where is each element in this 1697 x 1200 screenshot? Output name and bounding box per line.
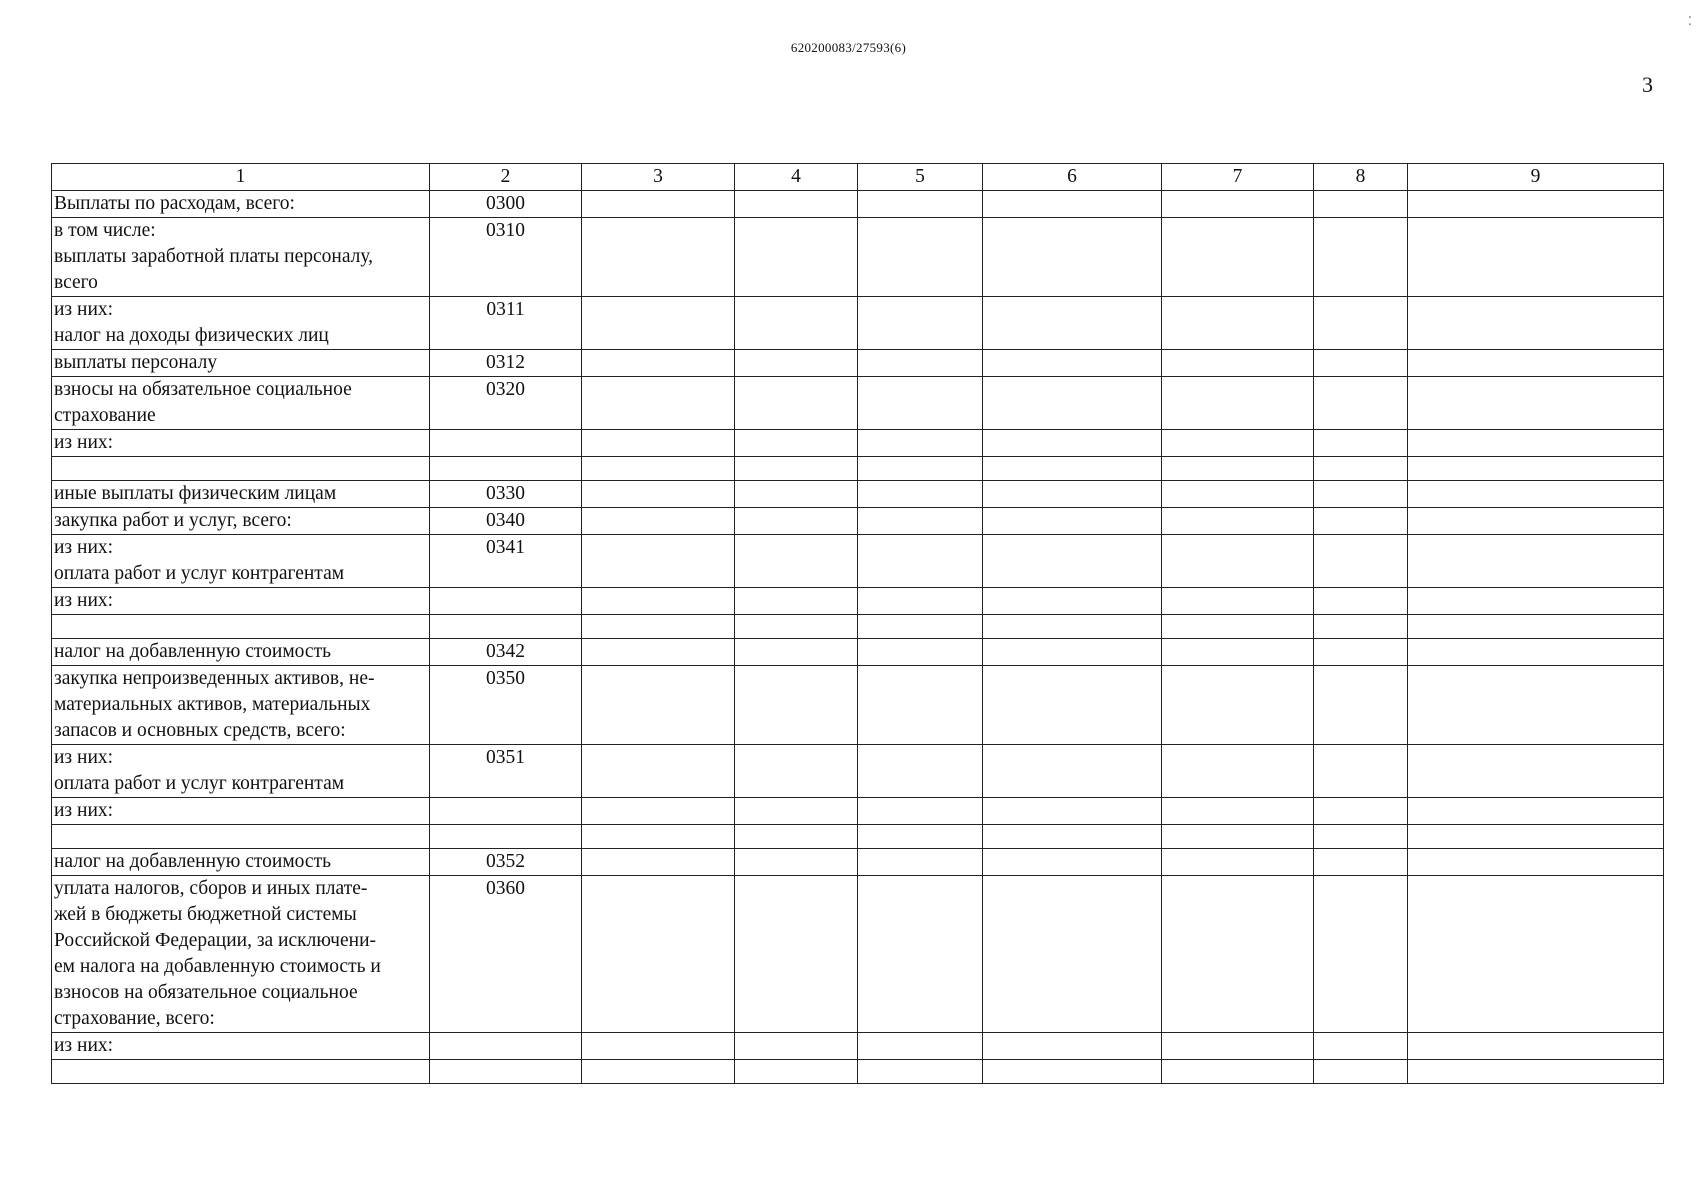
empty-cell <box>1314 745 1408 798</box>
empty-cell <box>735 535 858 588</box>
empty-cell <box>582 218 735 297</box>
column-header: 8 <box>1314 164 1408 191</box>
row-label: из них: <box>52 1033 430 1060</box>
empty-cell <box>1162 666 1314 745</box>
empty-cell <box>735 297 858 350</box>
empty-cell <box>1162 849 1314 876</box>
row-label: из них: налог на доходы физических лиц <box>52 297 430 350</box>
empty-cell <box>1314 508 1408 535</box>
empty-cell <box>1408 825 1664 849</box>
empty-cell <box>1408 798 1664 825</box>
row-code: 0311 <box>430 297 582 350</box>
table-row <box>52 350 1664 377</box>
empty-cell <box>1408 639 1664 666</box>
empty-cell <box>983 218 1162 297</box>
row-code <box>430 798 582 825</box>
empty-cell <box>858 798 983 825</box>
row-label <box>52 615 430 639</box>
empty-cell <box>1162 457 1314 481</box>
row-label: закупка непроизведенных активов, не- материальных активов, материальных запасов и основных средств, всего: <box>52 666 430 745</box>
empty-cell <box>735 1060 858 1084</box>
empty-cell <box>1162 798 1314 825</box>
empty-cell <box>983 1033 1162 1060</box>
empty-cell <box>735 508 858 535</box>
row-label: иные выплаты физическим лицам <box>52 481 430 508</box>
empty-cell <box>1314 430 1408 457</box>
empty-cell <box>582 508 735 535</box>
empty-cell <box>983 745 1162 798</box>
row-label: в том числе: выплаты заработной платы персоналу, всего <box>52 218 430 297</box>
empty-cell <box>582 798 735 825</box>
row-code <box>430 430 582 457</box>
empty-cell <box>582 588 735 615</box>
empty-cell <box>735 218 858 297</box>
empty-cell <box>1162 218 1314 297</box>
empty-cell <box>983 191 1162 218</box>
empty-cell <box>582 1033 735 1060</box>
empty-cell <box>983 377 1162 430</box>
row-label: взносы на обязательное социальное страхование <box>52 377 430 430</box>
empty-cell <box>735 481 858 508</box>
empty-cell <box>582 430 735 457</box>
empty-cell <box>1408 191 1664 218</box>
empty-cell <box>735 615 858 639</box>
row-code: 0360 <box>430 876 582 1033</box>
empty-cell <box>1408 745 1664 798</box>
empty-cell <box>1162 1033 1314 1060</box>
row-code: 0320 <box>430 377 582 430</box>
table-row <box>52 876 1664 1033</box>
empty-cell <box>1314 457 1408 481</box>
empty-cell <box>1162 508 1314 535</box>
row-code: 0341 <box>430 535 582 588</box>
empty-cell <box>858 297 983 350</box>
document-number: 620200083/27593(6) <box>790 40 907 55</box>
row-label: налог на добавленную стоимость <box>52 849 430 876</box>
empty-cell <box>1408 481 1664 508</box>
table-row <box>52 825 1664 849</box>
empty-cell <box>1408 430 1664 457</box>
empty-cell <box>1162 876 1314 1033</box>
table-row <box>52 849 1664 876</box>
row-code: 0340 <box>430 508 582 535</box>
row-label: из них: <box>52 430 430 457</box>
empty-cell <box>1314 535 1408 588</box>
column-header: 7 <box>1162 164 1314 191</box>
row-code: 0351 <box>430 745 582 798</box>
empty-cell <box>735 350 858 377</box>
empty-cell <box>983 588 1162 615</box>
empty-cell <box>1162 377 1314 430</box>
empty-cell <box>858 825 983 849</box>
empty-cell <box>1314 218 1408 297</box>
table-row <box>52 588 1664 615</box>
empty-cell <box>1162 535 1314 588</box>
empty-cell <box>582 639 735 666</box>
empty-cell <box>735 876 858 1033</box>
empty-cell <box>1162 350 1314 377</box>
empty-cell <box>858 481 983 508</box>
column-header: 6 <box>983 164 1162 191</box>
empty-cell <box>858 350 983 377</box>
row-code <box>430 615 582 639</box>
empty-cell <box>1314 297 1408 350</box>
empty-cell <box>1408 849 1664 876</box>
empty-cell <box>735 825 858 849</box>
table-row <box>52 666 1664 745</box>
column-header: 3 <box>582 164 735 191</box>
empty-cell <box>1314 350 1408 377</box>
empty-cell <box>858 745 983 798</box>
empty-cell <box>582 876 735 1033</box>
empty-cell <box>983 825 1162 849</box>
table-row <box>52 639 1664 666</box>
empty-cell <box>983 297 1162 350</box>
empty-cell <box>983 535 1162 588</box>
row-code: 0310 <box>430 218 582 297</box>
empty-cell <box>1162 430 1314 457</box>
row-code <box>430 825 582 849</box>
empty-cell <box>1408 535 1664 588</box>
empty-cell <box>983 350 1162 377</box>
empty-cell <box>983 666 1162 745</box>
empty-cell <box>735 745 858 798</box>
empty-cell <box>858 430 983 457</box>
table-row <box>52 457 1664 481</box>
empty-cell <box>1314 798 1408 825</box>
empty-cell <box>1408 876 1664 1033</box>
empty-cell <box>1314 639 1408 666</box>
table-row <box>52 481 1664 508</box>
empty-cell <box>582 825 735 849</box>
empty-cell <box>1314 191 1408 218</box>
empty-cell <box>1408 457 1664 481</box>
empty-cell <box>983 430 1162 457</box>
table-row <box>52 218 1664 297</box>
empty-cell <box>1162 745 1314 798</box>
corner-mark: ⁚ <box>1688 14 1692 28</box>
empty-cell <box>983 849 1162 876</box>
empty-cell <box>858 666 983 745</box>
empty-cell <box>858 876 983 1033</box>
column-header: 2 <box>430 164 582 191</box>
empty-cell <box>858 588 983 615</box>
column-header: 4 <box>735 164 858 191</box>
empty-cell <box>1314 849 1408 876</box>
empty-cell <box>1162 1060 1314 1084</box>
row-label: уплата налогов, сборов и иных плате- жей в бюджеты бюджетной системы Российской Федерации, за исключени- ем налога на добавленную стоимость и взносов на обязательное социальное страхование, всего: <box>52 876 430 1033</box>
table-row <box>52 745 1664 798</box>
empty-cell <box>1162 588 1314 615</box>
empty-cell <box>983 457 1162 481</box>
empty-cell <box>1314 588 1408 615</box>
financial-form-table <box>51 163 1664 1084</box>
row-label: из них: оплата работ и услуг контрагентам <box>52 535 430 588</box>
empty-cell <box>582 745 735 798</box>
empty-cell <box>582 666 735 745</box>
empty-cell <box>1314 377 1408 430</box>
empty-cell <box>582 297 735 350</box>
row-code <box>430 457 582 481</box>
empty-cell <box>1162 615 1314 639</box>
empty-cell <box>1408 218 1664 297</box>
row-code: 0352 <box>430 849 582 876</box>
empty-cell <box>1162 191 1314 218</box>
row-code: 0350 <box>430 666 582 745</box>
empty-cell <box>1408 297 1664 350</box>
empty-cell <box>858 457 983 481</box>
row-code: 0342 <box>430 639 582 666</box>
empty-cell <box>735 588 858 615</box>
table-row <box>52 1033 1664 1060</box>
row-code <box>430 1060 582 1084</box>
empty-cell <box>858 218 983 297</box>
row-label: выплаты персоналу <box>52 350 430 377</box>
empty-cell <box>858 535 983 588</box>
empty-cell <box>582 377 735 430</box>
table-row <box>52 191 1664 218</box>
empty-cell <box>582 615 735 639</box>
empty-cell <box>735 1033 858 1060</box>
empty-cell <box>1314 876 1408 1033</box>
empty-cell <box>1314 666 1408 745</box>
empty-cell <box>858 377 983 430</box>
empty-cell <box>1408 588 1664 615</box>
empty-cell <box>858 615 983 639</box>
column-header: 9 <box>1408 164 1664 191</box>
row-label <box>52 1060 430 1084</box>
empty-cell <box>983 798 1162 825</box>
row-label <box>52 825 430 849</box>
table-row <box>52 798 1664 825</box>
empty-cell <box>582 849 735 876</box>
row-label: закупка работ и услуг, всего: <box>52 508 430 535</box>
empty-cell <box>1408 1033 1664 1060</box>
empty-cell <box>735 377 858 430</box>
empty-cell <box>735 798 858 825</box>
row-code: 0300 <box>430 191 582 218</box>
column-number-row <box>52 164 1664 191</box>
empty-cell <box>1408 1060 1664 1084</box>
empty-cell <box>1162 639 1314 666</box>
row-label: налог на добавленную стоимость <box>52 639 430 666</box>
row-code <box>430 588 582 615</box>
empty-cell <box>582 191 735 218</box>
row-label <box>52 457 430 481</box>
table-row <box>52 377 1664 430</box>
empty-cell <box>858 191 983 218</box>
empty-cell <box>983 876 1162 1033</box>
empty-cell <box>1162 481 1314 508</box>
empty-cell <box>1314 825 1408 849</box>
empty-cell <box>1314 1033 1408 1060</box>
empty-cell <box>1162 825 1314 849</box>
empty-cell <box>1408 615 1664 639</box>
table-row <box>52 615 1664 639</box>
empty-cell <box>983 481 1162 508</box>
empty-cell <box>735 191 858 218</box>
empty-cell <box>582 457 735 481</box>
empty-cell <box>858 508 983 535</box>
column-header: 5 <box>858 164 983 191</box>
empty-cell <box>1162 297 1314 350</box>
empty-cell <box>858 849 983 876</box>
empty-cell <box>582 350 735 377</box>
empty-cell <box>1314 615 1408 639</box>
empty-cell <box>858 639 983 666</box>
table-row <box>52 430 1664 457</box>
empty-cell <box>1314 1060 1408 1084</box>
column-header: 1 <box>52 164 430 191</box>
empty-cell <box>858 1033 983 1060</box>
row-label: Выплаты по расходам, всего: <box>52 191 430 218</box>
row-label: из них: оплата работ и услуг контрагентам <box>52 745 430 798</box>
empty-cell <box>1408 377 1664 430</box>
table-row <box>52 508 1664 535</box>
row-code: 0330 <box>430 481 582 508</box>
table-row <box>52 297 1664 350</box>
empty-cell <box>1314 481 1408 508</box>
empty-cell <box>983 508 1162 535</box>
empty-cell <box>858 1060 983 1084</box>
row-code <box>430 1033 582 1060</box>
empty-cell <box>1408 666 1664 745</box>
empty-cell <box>735 430 858 457</box>
empty-cell <box>735 666 858 745</box>
row-label: из них: <box>52 588 430 615</box>
empty-cell <box>582 481 735 508</box>
empty-cell <box>983 615 1162 639</box>
empty-cell <box>735 849 858 876</box>
row-code: 0312 <box>430 350 582 377</box>
table-row <box>52 535 1664 588</box>
empty-cell <box>983 639 1162 666</box>
page-number: 3 <box>1642 72 1653 97</box>
row-label: из них: <box>52 798 430 825</box>
empty-cell <box>1408 508 1664 535</box>
empty-cell <box>1408 350 1664 377</box>
empty-cell <box>735 639 858 666</box>
empty-cell <box>582 1060 735 1084</box>
empty-cell <box>983 1060 1162 1084</box>
empty-cell <box>735 457 858 481</box>
table-row <box>52 1060 1664 1084</box>
empty-cell <box>582 535 735 588</box>
